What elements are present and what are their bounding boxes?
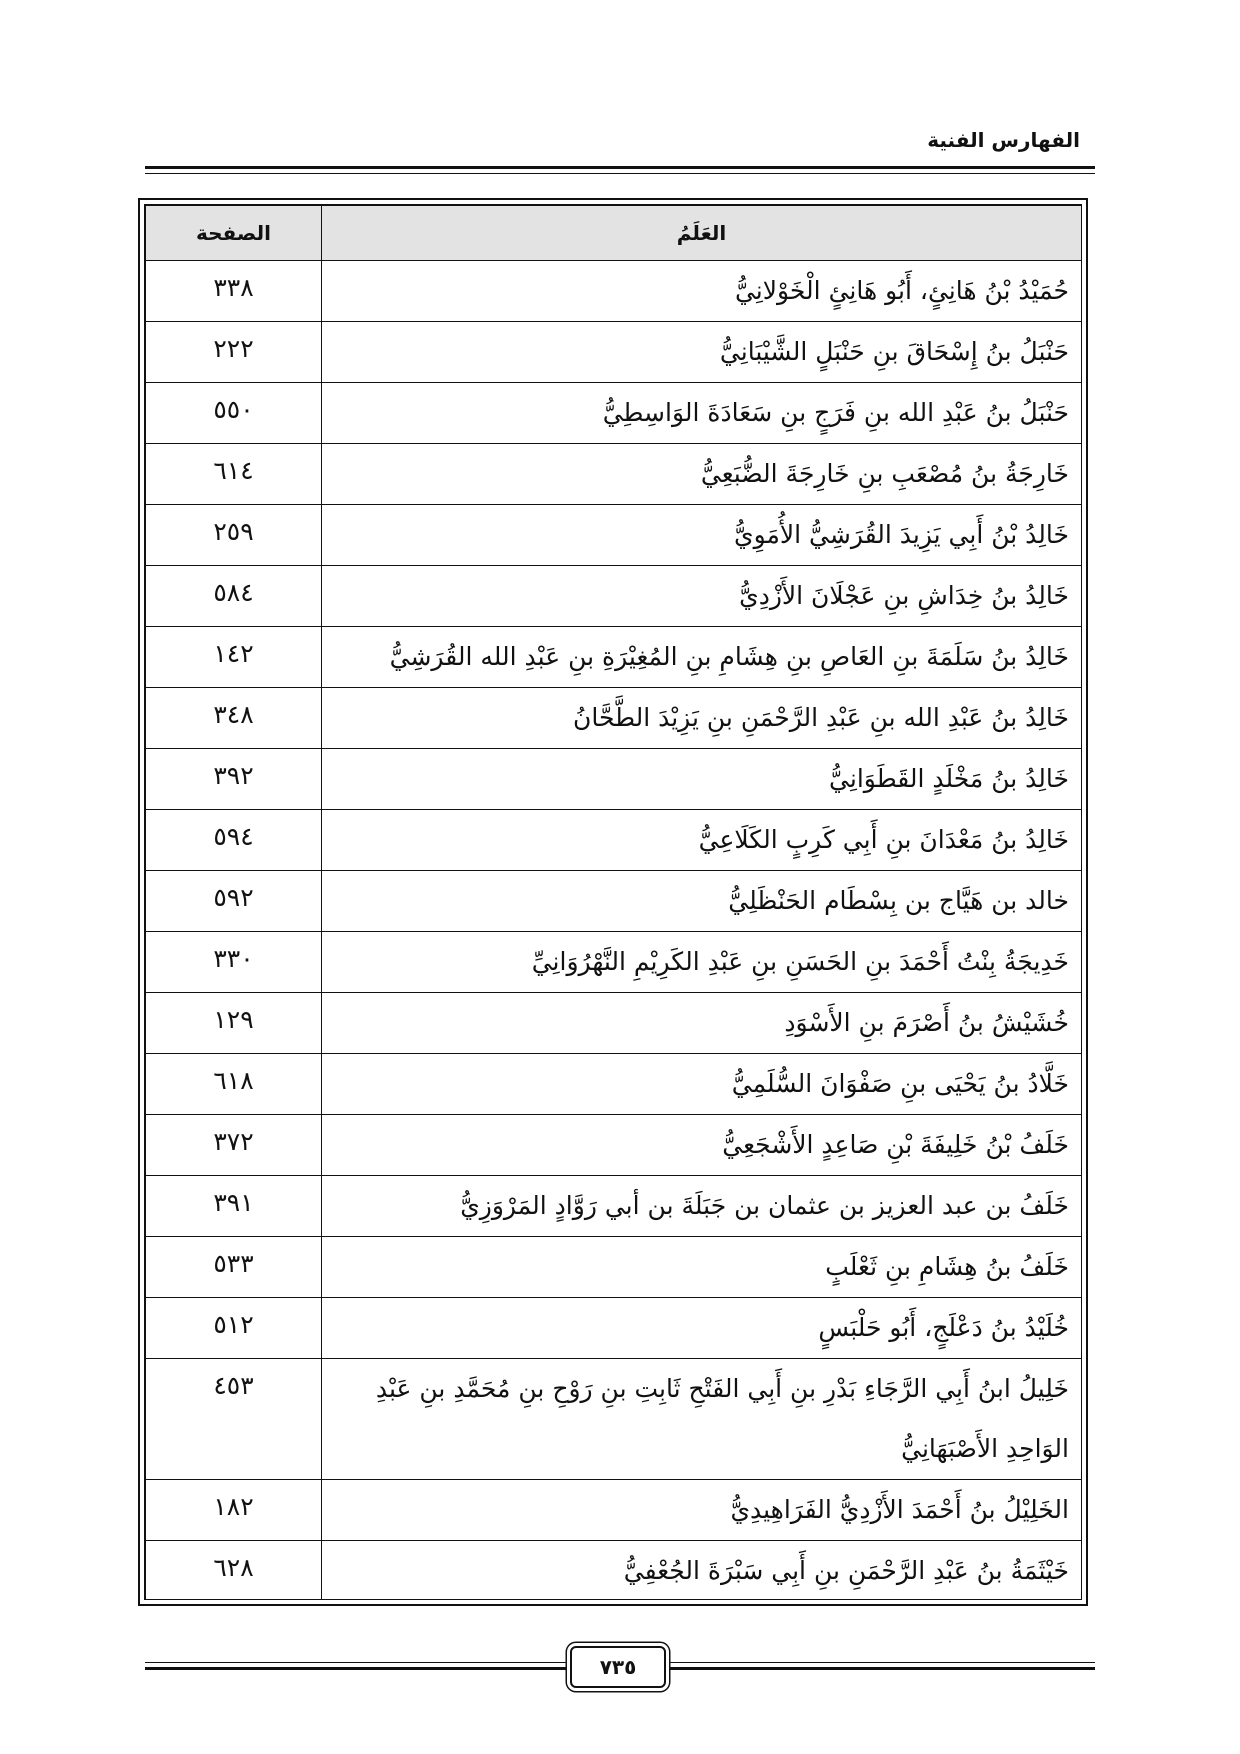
page-ref-cell: ٣٩٢: [146, 749, 322, 810]
table-row: [146, 383, 1082, 444]
table-row: [146, 810, 1082, 871]
person-name-cell: خَالِدُ بنُ عَبْدِ الله بنِ عَبْدِ الرَّحْمَنِ بنِ يَزِيْدَ الطَّحَّانُ: [322, 688, 1082, 749]
page-ref-cell: ٦١٤: [146, 444, 322, 505]
person-name-cell: خَالِدُ بنُ خِدَاشِ بنِ عَجْلَانَ الأَزْدِيُّ: [322, 566, 1082, 627]
name-column-header: العَلَمُ: [322, 206, 1082, 261]
table-row: [146, 1541, 1082, 1601]
page-ref-cell: ٥٣٣: [146, 1237, 322, 1298]
person-name-cell: خَيْثَمَةُ بنُ عَبْدِ الرَّحْمَنِ بنِ أَبِي سَبْرَةَ الجُعْفِيُّ: [322, 1541, 1082, 1601]
page-ref-cell: ٣٩١: [146, 1176, 322, 1237]
table-row: [146, 749, 1082, 810]
table-row: [146, 1298, 1082, 1359]
page-ref-cell: ٣٣٨: [146, 261, 322, 322]
table-row: [146, 688, 1082, 749]
page-number-box: [570, 1646, 666, 1688]
person-name-cell: خُلَيْدُ بنُ دَعْلَجٍ، أَبُو حَلْبَسٍ: [322, 1298, 1082, 1359]
header-double-rule: [145, 166, 1095, 174]
table-row: [146, 1359, 1082, 1480]
index-table-frame: [138, 198, 1088, 1606]
person-name-cell: حَنْبَلُ بنُ عَبْدِ الله بنِ فَرَجٍ بنِ سَعَادَةَ الوَاسِطِيُّ: [322, 383, 1082, 444]
person-name-cell: خَلَفُ بنُ هِشَامِ بنِ ثَعْلَبٍ: [322, 1237, 1082, 1298]
index-table-inner-frame: [144, 204, 1082, 1600]
index-table: [145, 205, 1082, 1600]
page-ref-cell: ١٤٢: [146, 627, 322, 688]
person-name-cell: خَالِدُ بنُ مَخْلَدٍ القَطَوَانِيُّ: [322, 749, 1082, 810]
person-name-cell: حَنْبَلُ بنُ إِسْحَاقَ بنِ حَنْبَلٍ الشَّيْبَانِيُّ: [322, 322, 1082, 383]
page-ref-cell: ١٢٩: [146, 993, 322, 1054]
table-row: [146, 1237, 1082, 1298]
page-ref-cell: ١٨٢: [146, 1480, 322, 1541]
page-ref-cell: ٢٢٢: [146, 322, 322, 383]
page-ref-cell: ٥٩٢: [146, 871, 322, 932]
person-name-cell: خَلِيلُ ابنُ أَبِي الرَّجَاءِ بَدْرِ بنِ أَبِي الفَتْحِ ثَابِتِ بنِ رَوْحِ بنِ مُحَمَّدِ بنِ عَبْدِ الوَاحِدِ الأَصْبَهَانِيُّ: [322, 1359, 1082, 1480]
person-name-cell: خَالِدُ بنُ مَعْدَانَ بنِ أَبِي كَرِبٍ الكَلَاعِيُّ: [322, 810, 1082, 871]
page-ref-cell: ٣٤٨: [146, 688, 322, 749]
person-name-cell: خَدِيجَةُ بِنْتُ أَحْمَدَ بنِ الحَسَنِ بنِ عَبْدِ الكَرِيْمِ النَّهْرُوَانِيِّ: [322, 932, 1082, 993]
page-column-header: الصفحة: [146, 206, 322, 261]
page-ref-cell: ٥١٢: [146, 1298, 322, 1359]
person-name-cell: خالد بن هَيَّاج بن بِسْطَام الحَنْظَلِيُّ: [322, 871, 1082, 932]
table-row: [146, 1176, 1082, 1237]
table-row: [146, 322, 1082, 383]
person-name-cell: خَلَّادُ بنُ يَحْيَى بنِ صَفْوَانَ السُّلَمِيُّ: [322, 1054, 1082, 1115]
person-name-cell: خَلَفُ بن عبد العزيز بن عثمان بن جَبَلَةَ بن أبي رَوَّادٍ المَرْوَزِيُّ: [322, 1176, 1082, 1237]
table-row: [146, 505, 1082, 566]
person-name-cell: خَالِدُ بنُ سَلَمَةَ بنِ العَاصِ بنِ هِشَامِ بنِ المُغِيْرَةِ بنِ عَبْدِ الله القُرَشِيُّ: [322, 627, 1082, 688]
index-table-body: [146, 261, 1082, 1601]
person-name-cell: الخَلِيْلُ بنُ أَحْمَدَ الأَزْدِيُّ الفَرَاهِيدِيُّ: [322, 1480, 1082, 1541]
page-ref-cell: ٣٣٠: [146, 932, 322, 993]
page-ref-cell: ٥٨٤: [146, 566, 322, 627]
table-row: [146, 261, 1082, 322]
page-ref-cell: ٢٥٩: [146, 505, 322, 566]
table-row: [146, 1480, 1082, 1541]
table-row: [146, 444, 1082, 505]
table-row: [146, 1115, 1082, 1176]
person-name-cell: حُمَيْدُ بْنُ هَانِئٍ، أَبُو هَانِئٍ الْخَوْلانِيُّ: [322, 261, 1082, 322]
person-name-cell: خُشَيْشُ بنُ أَصْرَمَ بنِ الأَسْوَدِ: [322, 993, 1082, 1054]
table-row: [146, 566, 1082, 627]
table-header-row: [146, 206, 1082, 261]
person-name-cell: خَارِجَةُ بنُ مُصْعَبِ بنِ خَارِجَةَ الضُّبَعِيُّ: [322, 444, 1082, 505]
running-head: الفهارس الفنية: [927, 128, 1080, 152]
page-ref-cell: ٦١٨: [146, 1054, 322, 1115]
page-ref-cell: ٥٥٠: [146, 383, 322, 444]
table-row: [146, 871, 1082, 932]
person-name-cell: خَالِدُ بْنُ أَبِي يَزِيدَ القُرَشِيُّ الأُمَوِيُّ: [322, 505, 1082, 566]
page-ref-cell: ٦٢٨: [146, 1541, 322, 1601]
person-name-cell: خَلَفُ بْنُ خَلِيفَةَ بْنِ صَاعِدٍ الأَشْجَعِيُّ: [322, 1115, 1082, 1176]
table-row: [146, 627, 1082, 688]
page-number: ٧٣٥: [599, 1655, 637, 1679]
table-row: [146, 932, 1082, 993]
table-row: [146, 993, 1082, 1054]
page-ref-cell: ٤٥٣: [146, 1359, 322, 1480]
page-ref-cell: ٣٧٢: [146, 1115, 322, 1176]
page-ref-cell: ٥٩٤: [146, 810, 322, 871]
table-row: [146, 1054, 1082, 1115]
